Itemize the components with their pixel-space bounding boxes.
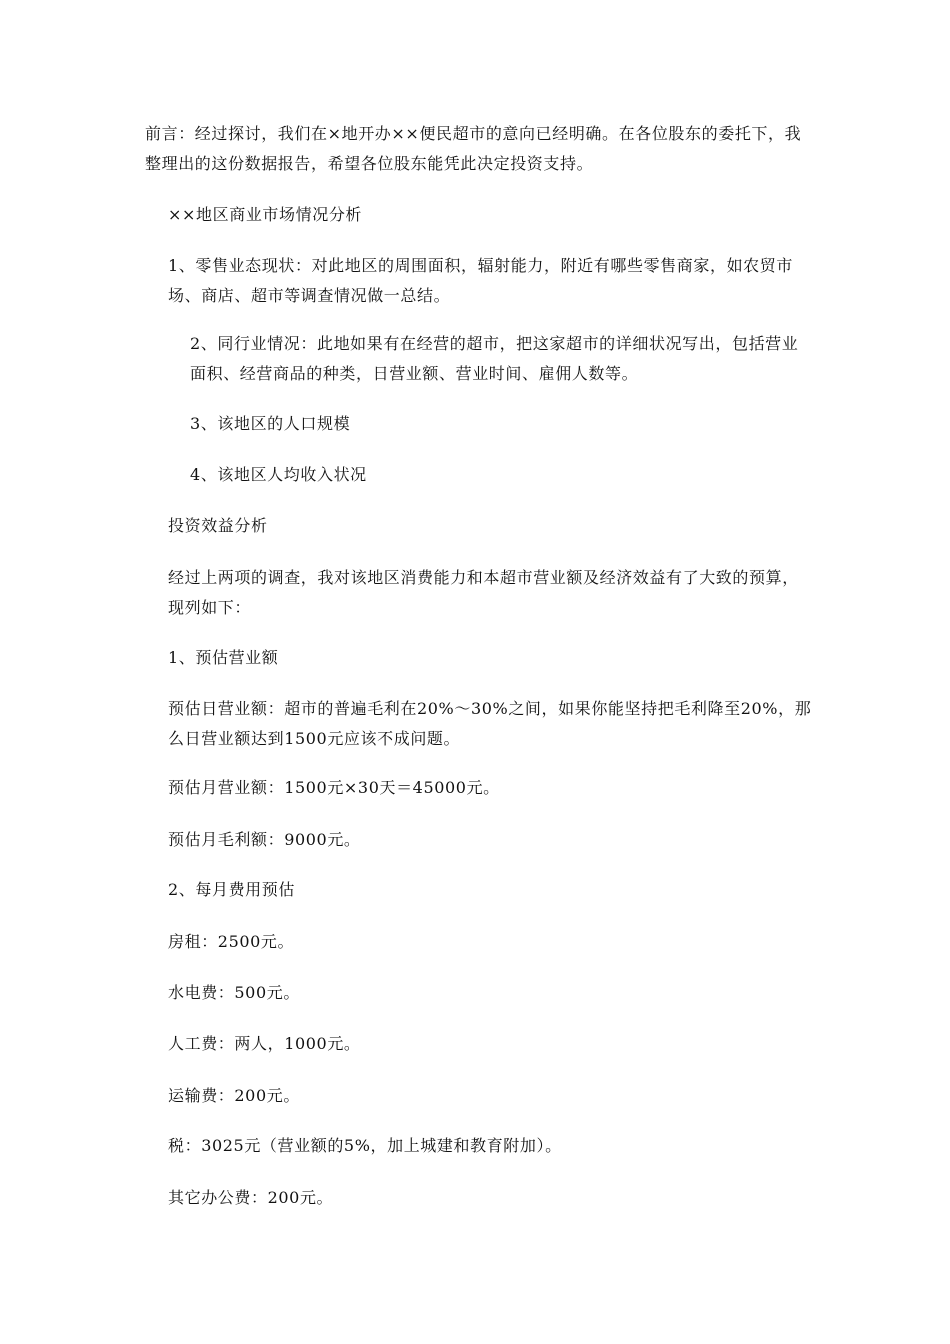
- population-item: 3、该地区的人口规模: [190, 414, 351, 433]
- daily-revenue-paragraph: 预估日营业额：超市的普遍毛利在20%～30%之间，如果你能坚持把毛利降至20%，那么日营业额达到1500元应该不成问题。: [168, 699, 812, 748]
- competitor-paragraph: 2、同行业情况：此地如果有在经营的超市，把这家超市的详细状况写出，包括营业面积、经营商品的种类，日营业额、营业时间、雇佣人数等。: [190, 334, 799, 383]
- section-heading-investment: 投资效益分析: [168, 516, 268, 535]
- transport-line: 运输费：200元。: [168, 1086, 300, 1105]
- monthly-revenue-line: 预估月营业额：1500元×30天＝45000元。: [168, 778, 500, 797]
- tax-line: 税：3025元（营业额的5%，加上城建和教育附加）。: [168, 1136, 562, 1155]
- office-expense-line: 其它办公费：200元。: [168, 1188, 334, 1207]
- section-heading-market: ××地区商业市场情况分析: [168, 205, 363, 224]
- utilities-line: 水电费：500元。: [168, 983, 300, 1002]
- income-item: 4、该地区人均收入状况: [190, 465, 367, 484]
- rent-line: 房租：2500元。: [168, 932, 295, 951]
- monthly-cost-heading: 2、每月费用预估: [168, 880, 295, 899]
- labor-line: 人工费：两人，1000元。: [168, 1034, 361, 1053]
- preface-paragraph: 前言：经过探讨，我们在×地开办××便民超市的意向已经明确。在各位股东的委托下，我整理出的这份数据报告，希望各位股东能凭此决定投资支持。: [145, 124, 802, 173]
- revenue-estimate-heading: 1、预估营业额: [168, 648, 279, 667]
- monthly-gross-profit-line: 预估月毛利额：9000元。: [168, 830, 361, 849]
- survey-summary-paragraph: 经过上两项的调查，我对该地区消费能力和本超市营业额及经济效益有了大致的预算，现列如下：: [168, 568, 799, 617]
- retail-status-paragraph: 1、零售业态现状：对此地区的周围面积，辐射能力，附近有哪些零售商家，如农贸市场、商店、超市等调查情况做一总结。: [168, 256, 793, 305]
